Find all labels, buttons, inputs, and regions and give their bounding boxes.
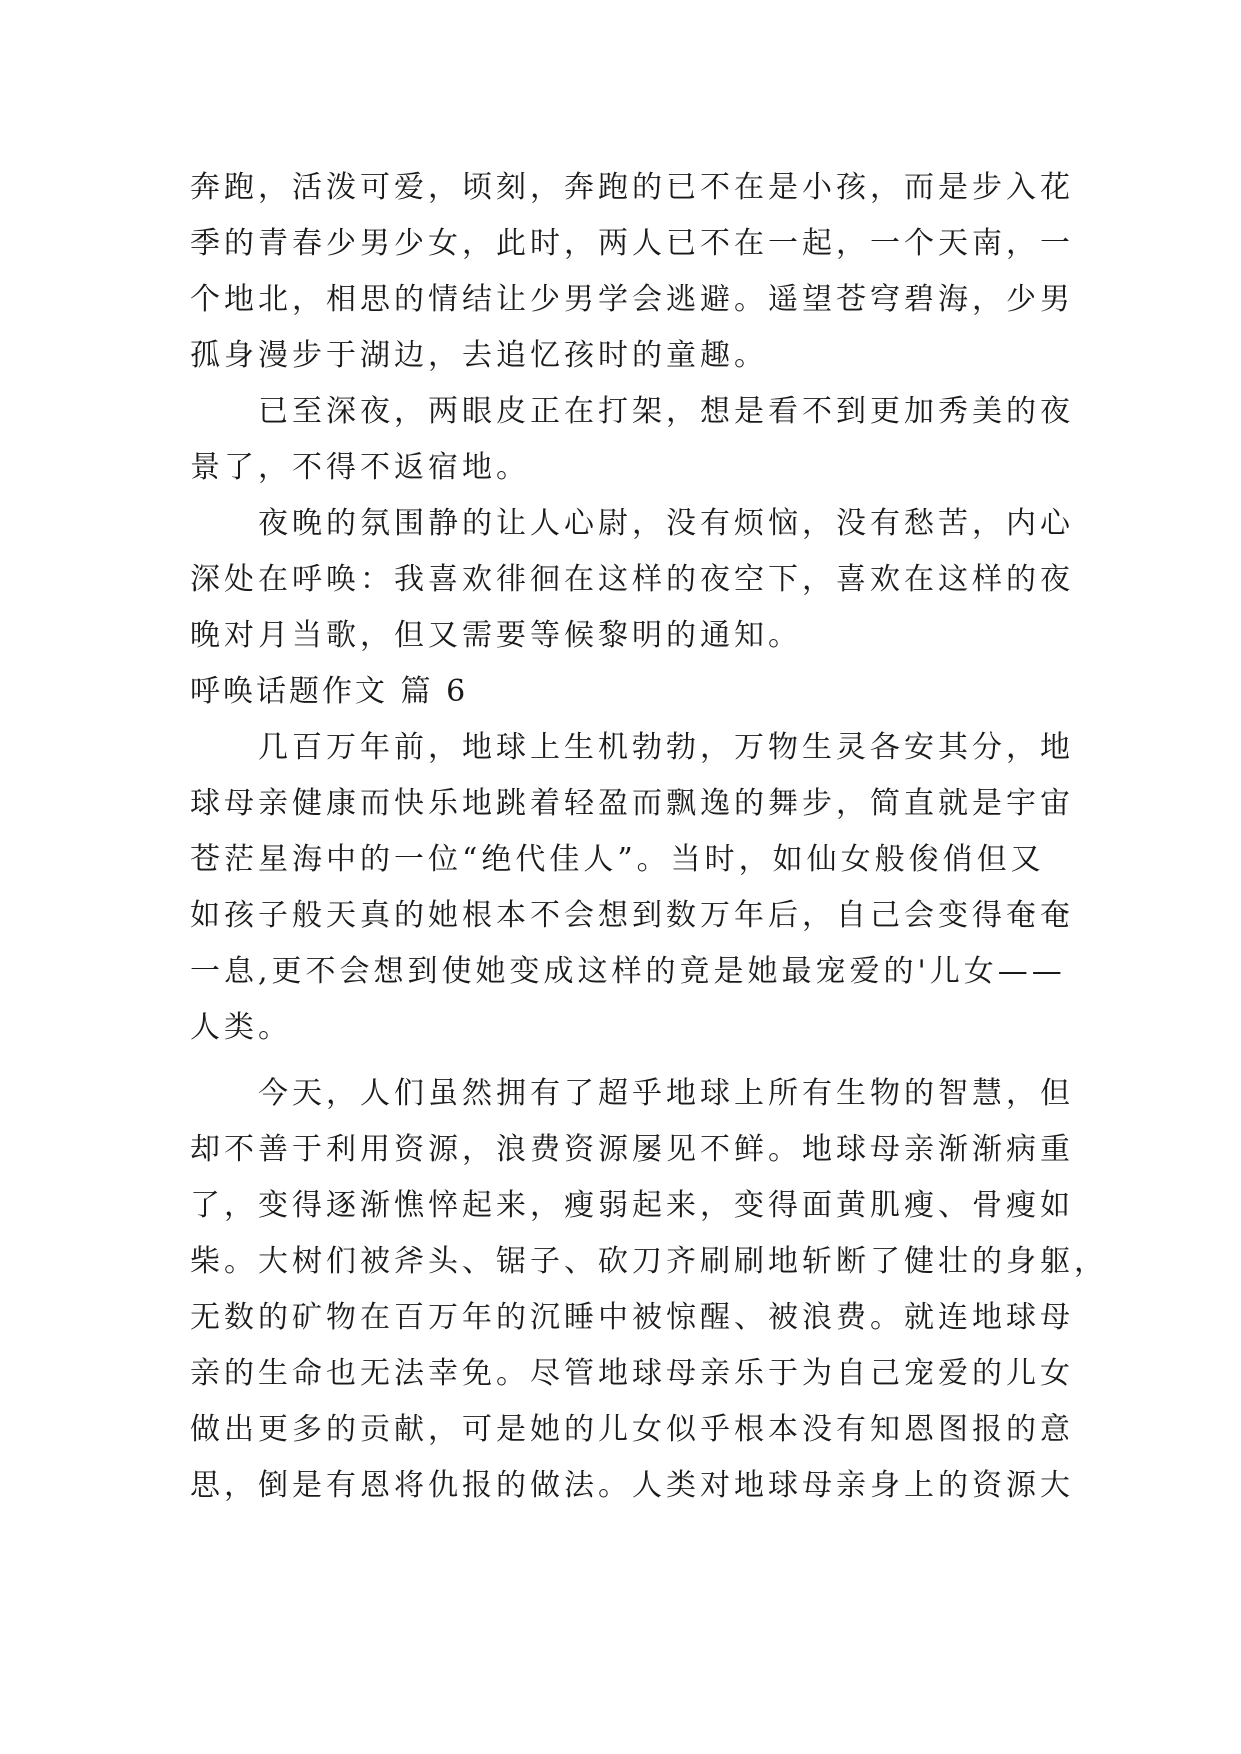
text-line: 几百万年前，地球上生机勃勃，万物生灵各安其分，地 — [190, 730, 1074, 765]
paragraph-gap — [190, 1056, 1050, 1066]
text-line: 了，变得逐渐憔悴起来，瘦弱起来，变得面黄肌瘦、骨瘦如 — [190, 1188, 1074, 1223]
paragraph — [190, 384, 1074, 496]
text-line: 一息,更不会想到使她变成这样的竟是她最宠爱的'儿女—— — [190, 954, 1066, 989]
text-line: 如孩子般天真的她根本不会想到数万年后，自己会变得奄奄 — [190, 898, 1074, 933]
text-line: 却不善于利用资源，浪费资源屡见不鲜。地球母亲渐渐病重 — [190, 1132, 1074, 1167]
text-line: 个地北，相思的情结让少男学会逃避。遥望苍穹碧海，少男 — [190, 282, 1074, 317]
paragraph — [190, 160, 1074, 384]
section-heading: 呼唤话题作文 篇 6 — [190, 674, 469, 709]
text-line: 已至深夜，两眼皮正在打架，想是看不到更加秀美的夜 — [190, 394, 1074, 429]
text-line: 球母亲健康而快乐地跳着轻盈而飘逸的舞步，简直就是宇宙 — [190, 786, 1074, 821]
text-line: 今天，人们虽然拥有了超乎地球上所有生物的智慧，但 — [190, 1076, 1074, 1111]
paragraph — [190, 720, 1074, 1056]
text-line: 深处在呼唤：我喜欢徘徊在这样的夜空下，喜欢在这样的夜 — [190, 562, 1074, 597]
document-body — [190, 160, 1108, 1514]
text-line: 人类。 — [190, 1010, 292, 1045]
paragraph — [190, 1066, 1108, 1514]
text-line: 夜晚的氛围静的让人心尉，没有烦恼，没有愁苦，内心 — [190, 506, 1074, 541]
text-line: 晚对月当歌，但又需要等候黎明的通知。 — [190, 618, 802, 653]
text-line: 苍茫星海中的一位“绝代佳人”。当时，如仙女般俊俏但又 — [190, 842, 1045, 877]
text-line: 无数的矿物在百万年的沉睡中被惊醒、被浪费。就连地球母 — [190, 1300, 1074, 1335]
text-line: 景了，不得不返宿地。 — [190, 450, 530, 485]
text-line: 柴。大树们被斧头、锯子、砍刀齐刷刷地斩断了健壮的身躯， — [190, 1244, 1108, 1279]
text-line: 奔跑，活泼可爱，顷刻，奔跑的已不在是小孩，而是步入花 — [190, 170, 1074, 205]
text-line: 季的青春少男少女，此时，两人已不在一起，一个天南，一 — [190, 226, 1074, 261]
text-line: 孤身漫步于湖边，去追忆孩时的童趣。 — [190, 338, 768, 373]
text-line: 亲的生命也无法幸免。尽管地球母亲乐于为自己宠爱的儿女 — [190, 1356, 1074, 1391]
text-line: 做出更多的贡献，可是她的儿女似乎根本没有知恩图报的意 — [190, 1412, 1074, 1447]
text-line: 思，倒是有恩将仇报的做法。人类对地球母亲身上的资源大 — [190, 1468, 1074, 1503]
paragraph — [190, 496, 1074, 664]
